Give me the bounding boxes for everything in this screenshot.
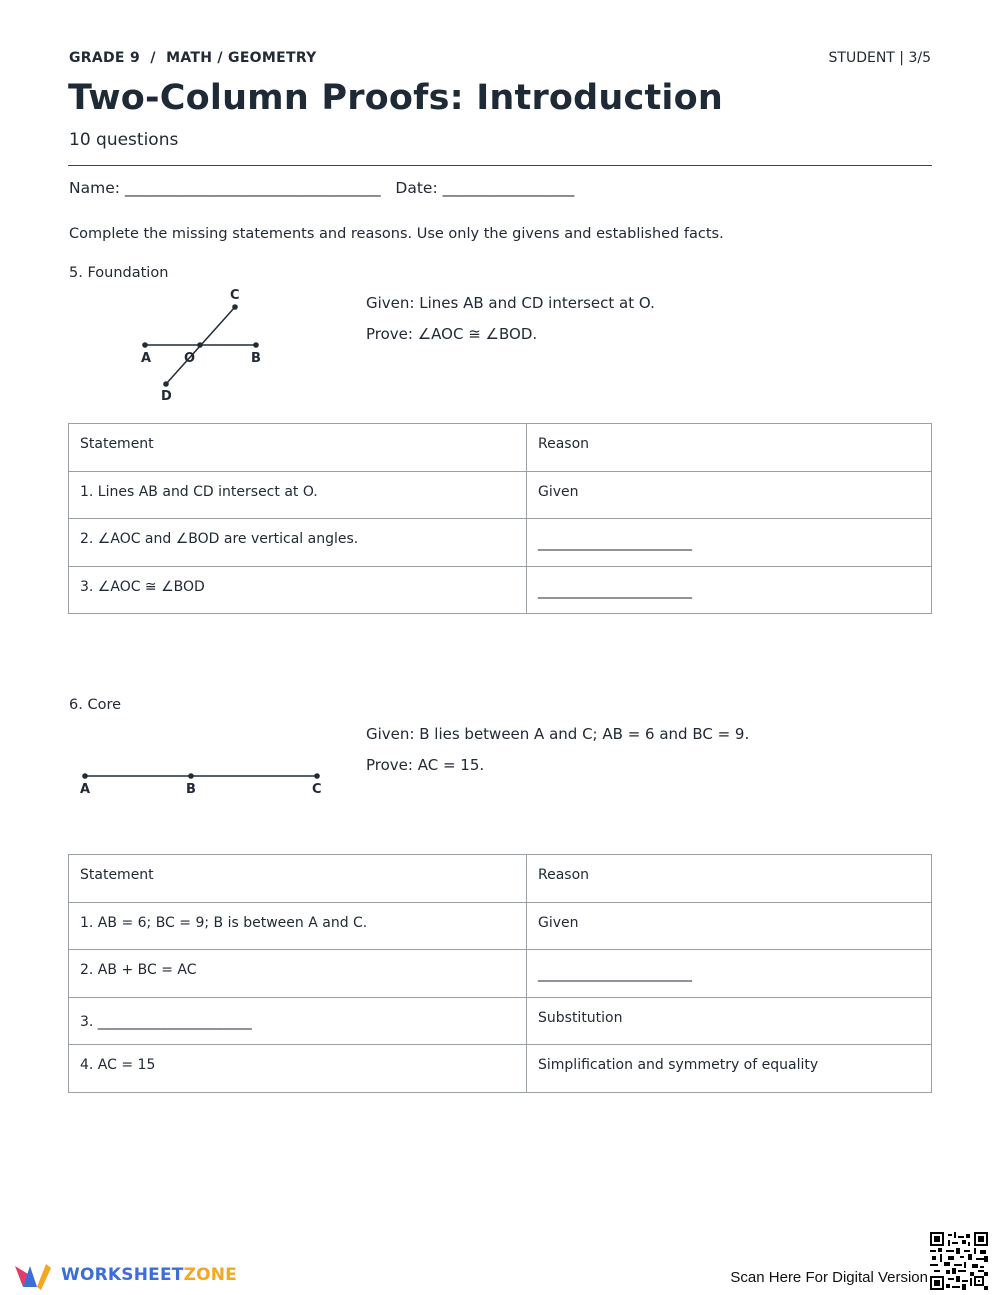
segment-diagram	[70, 760, 340, 800]
reason-blank[interactable]: ______________________	[527, 519, 932, 567]
table-row	[69, 471, 932, 519]
qr-code-icon[interactable]	[930, 1232, 988, 1290]
instructions: Complete the missing statements and reasons. Use only the givens and established facts.	[69, 226, 724, 242]
reason-blank[interactable]: ______________________	[527, 566, 932, 614]
table-header-row	[69, 424, 932, 472]
point-d	[163, 381, 169, 387]
table-row	[69, 902, 932, 950]
question-5-label: 5. Foundation	[69, 265, 169, 281]
question-6-given: Given: B lies between A and C; AB = 6 and BC = 9.	[366, 725, 750, 743]
proof-table-6	[68, 854, 932, 1093]
table-row	[69, 566, 932, 614]
label-b: B	[251, 351, 261, 366]
statement-blank[interactable]: 3. ______________________	[69, 997, 527, 1045]
point-c	[232, 304, 238, 310]
question-6-prove: Prove: AC = 15.	[366, 756, 485, 774]
reason-cell: Substitution	[527, 997, 932, 1045]
reason-header: Reason	[527, 424, 932, 472]
label-c: C	[230, 288, 240, 303]
worksheetzone-logo-icon	[13, 1260, 55, 1290]
brand-logo	[13, 1258, 237, 1292]
table-header-row	[69, 855, 932, 903]
point-b	[253, 342, 259, 348]
point-a	[82, 773, 88, 779]
statement-cell: 1. AB = 6; BC = 9; B is between A and C.	[69, 902, 527, 950]
table-row	[69, 997, 932, 1045]
question-count: 10 questions	[69, 130, 179, 150]
statement-cell: 4. AC = 15	[69, 1045, 527, 1093]
label-a: A	[80, 782, 91, 797]
statement-cell: 2. ∠AOC and ∠BOD are vertical angles.	[69, 519, 527, 567]
reason-cell: Given	[527, 902, 932, 950]
proof-table-5	[68, 423, 932, 614]
reason-cell: Given	[527, 471, 932, 519]
statement-cell: 2. AB + BC = AC	[69, 950, 527, 998]
scan-caption: Scan Here For Digital Version	[730, 1269, 928, 1286]
label-d: D	[161, 389, 172, 404]
table-row	[69, 950, 932, 998]
label-c: C	[312, 782, 322, 797]
point-a	[142, 342, 148, 348]
page-indicator: STUDENT | 3/5	[828, 50, 931, 66]
point-b	[188, 773, 194, 779]
label-b: B	[186, 782, 196, 797]
breadcrumb: GRADE 9 / MATH / GEOMETRY	[69, 50, 317, 66]
question-5-prove: Prove: ∠AOC ≅ ∠BOD.	[366, 325, 538, 343]
intersecting-lines-diagram	[130, 285, 280, 405]
label-o: O	[184, 351, 196, 366]
page-title: Two-Column Proofs: Introduction	[68, 78, 723, 118]
point-c	[314, 773, 320, 779]
question-5-given: Given: Lines AB and CD intersect at O.	[366, 294, 655, 312]
question-6-label: 6. Core	[69, 697, 122, 713]
reason-header: Reason	[527, 855, 932, 903]
point-o	[197, 342, 203, 348]
statement-header: Statement	[69, 855, 527, 903]
statement-cell: 3. ∠AOC ≅ ∠BOD	[69, 566, 527, 614]
table-row	[69, 1045, 932, 1093]
reason-cell: Simplification and symmetry of equality	[527, 1045, 932, 1093]
header-divider	[68, 165, 932, 166]
brand-name: WORKSHEETZONE	[61, 1265, 237, 1285]
statement-header: Statement	[69, 424, 527, 472]
name-date-line: Name: _________________________________ Date: _________________	[69, 179, 575, 197]
table-row	[69, 519, 932, 567]
label-a: A	[141, 351, 152, 366]
reason-blank[interactable]: ______________________	[527, 950, 932, 998]
statement-cell: 1. Lines AB and CD intersect at O.	[69, 471, 527, 519]
